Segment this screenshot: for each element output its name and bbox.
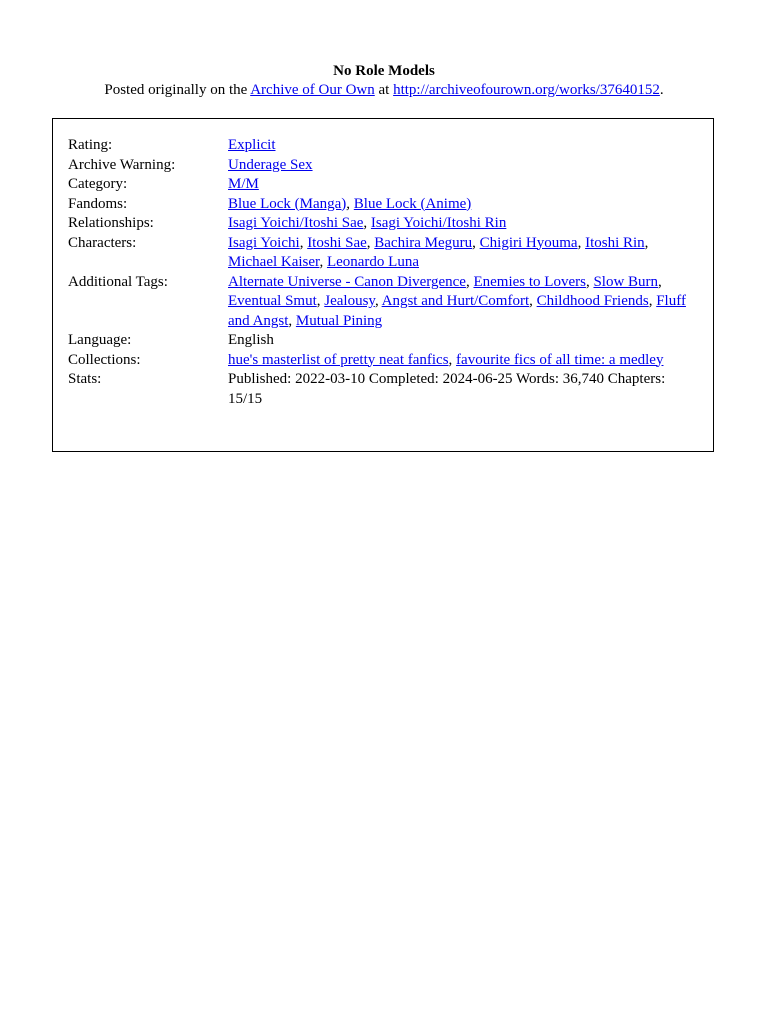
tag-link[interactable]: Chigiri Hyouma [479,234,578,251]
tag-link[interactable]: Fluff and Angst [228,293,686,329]
tag-link[interactable]: Itoshi Rin [585,234,645,251]
rating-value [228,136,700,156]
tag-link[interactable]: Slow Burn [593,273,659,290]
relationships-label: Relationships: [68,215,154,231]
tag-link[interactable]: Itoshi Sae [307,234,367,251]
meta-row-warning [68,156,700,176]
language-value: English [228,332,274,348]
meta-row-characters [68,234,700,273]
posted-prefix: Posted originally on the [104,82,251,98]
language-label: Language: [68,332,132,348]
tag-link[interactable]: M/M [228,176,259,192]
tag-link[interactable]: Isagi Yoichi [228,234,300,251]
tag-link[interactable]: Blue Lock (Manga) [228,195,347,212]
tags-value: Alternate Universe - Canon Divergence, Enemies to Lovers, Slow Burn, Eventual Smut, Jealousy, Angst and Hurt/Comfort, Childhood Friends, Fluff and Angst, Mutual Pining [228,273,686,329]
tag-link[interactable]: Mutual Pining [295,312,383,329]
fandoms-value: Blue Lock (Manga), Blue Lock (Anime) [228,195,472,212]
characters-value: Isagi Yoichi, Itoshi Sae, Bachira Meguru, Chigiri Hyouma, Itoshi Rin, Michael Kaiser, Leonardo Luna [228,234,649,270]
meta-row-stats [68,370,700,409]
category-value [228,175,700,195]
warning-label: Archive Warning: [68,156,176,173]
tag-link[interactable]: Leonardo Luna [326,254,419,270]
tag-link[interactable]: Isagi Yoichi/Itoshi Sae [228,215,364,231]
characters-label: Characters: [68,234,137,251]
posted-suffix: . [659,82,664,98]
tags-label: Additional Tags: [68,273,168,290]
tag-link[interactable]: Isagi Yoichi/Itoshi Rin [370,215,507,231]
tag-link[interactable]: Bachira Meguru [374,234,473,251]
tag-link[interactable]: Childhood Friends [536,293,649,309]
stats-label: Stats: [68,371,102,387]
work-title: No Role Models [333,63,435,79]
tag-link[interactable]: Explicit [228,137,276,153]
meta-row-fandoms [68,195,700,215]
work-url-link[interactable]: http://archiveofourown.org/works/37640152 [393,82,660,98]
posted-middle: at [374,82,394,98]
fandoms-label: Fandoms: [68,195,128,212]
tag-link[interactable]: Eventual Smut [228,293,317,309]
tag-link[interactable]: Underage Sex [228,156,313,173]
rating-label: Rating: [68,137,113,153]
tag-link[interactable]: Jealousy [324,293,375,309]
meta-row-category [68,175,700,195]
collections-label: Collections: [68,351,141,368]
collections-value: hue's masterlist of pretty neat fanfics, favourite fics of all time: a medley [228,351,664,368]
warning-value [228,156,700,176]
meta-row-collections [68,351,700,371]
stats-value: Published: 2022-03-10 Completed: 2024-06-25 Words: 36,740 Chapters: 15/15 [228,371,666,407]
work-header [0,0,768,100]
archive-link[interactable]: Archive of Our Own [250,82,375,98]
work-metadata-box [52,118,714,452]
meta-row-language [68,331,700,351]
metadata-table [68,136,700,409]
tag-link[interactable]: hue's masterlist of pretty neat fanfics [228,351,449,368]
tag-link[interactable]: Enemies to Lovers [473,273,586,290]
tag-link[interactable]: Angst and Hurt/Comfort [381,293,530,309]
meta-row-relationships [68,214,700,234]
meta-row-rating [68,136,700,156]
tag-link[interactable]: Alternate Universe - Canon Divergence [228,273,466,290]
meta-row-tags [68,273,700,332]
relationships-value: Isagi Yoichi/Itoshi Sae, Isagi Yoichi/Itoshi Rin [228,215,507,231]
posted-line [0,81,768,100]
category-label: Category: [68,176,128,192]
tag-link[interactable]: favourite fics of all time: a medley [456,351,664,368]
tag-link[interactable]: Blue Lock (Anime) [353,195,472,212]
tag-link[interactable]: Michael Kaiser [228,254,320,270]
